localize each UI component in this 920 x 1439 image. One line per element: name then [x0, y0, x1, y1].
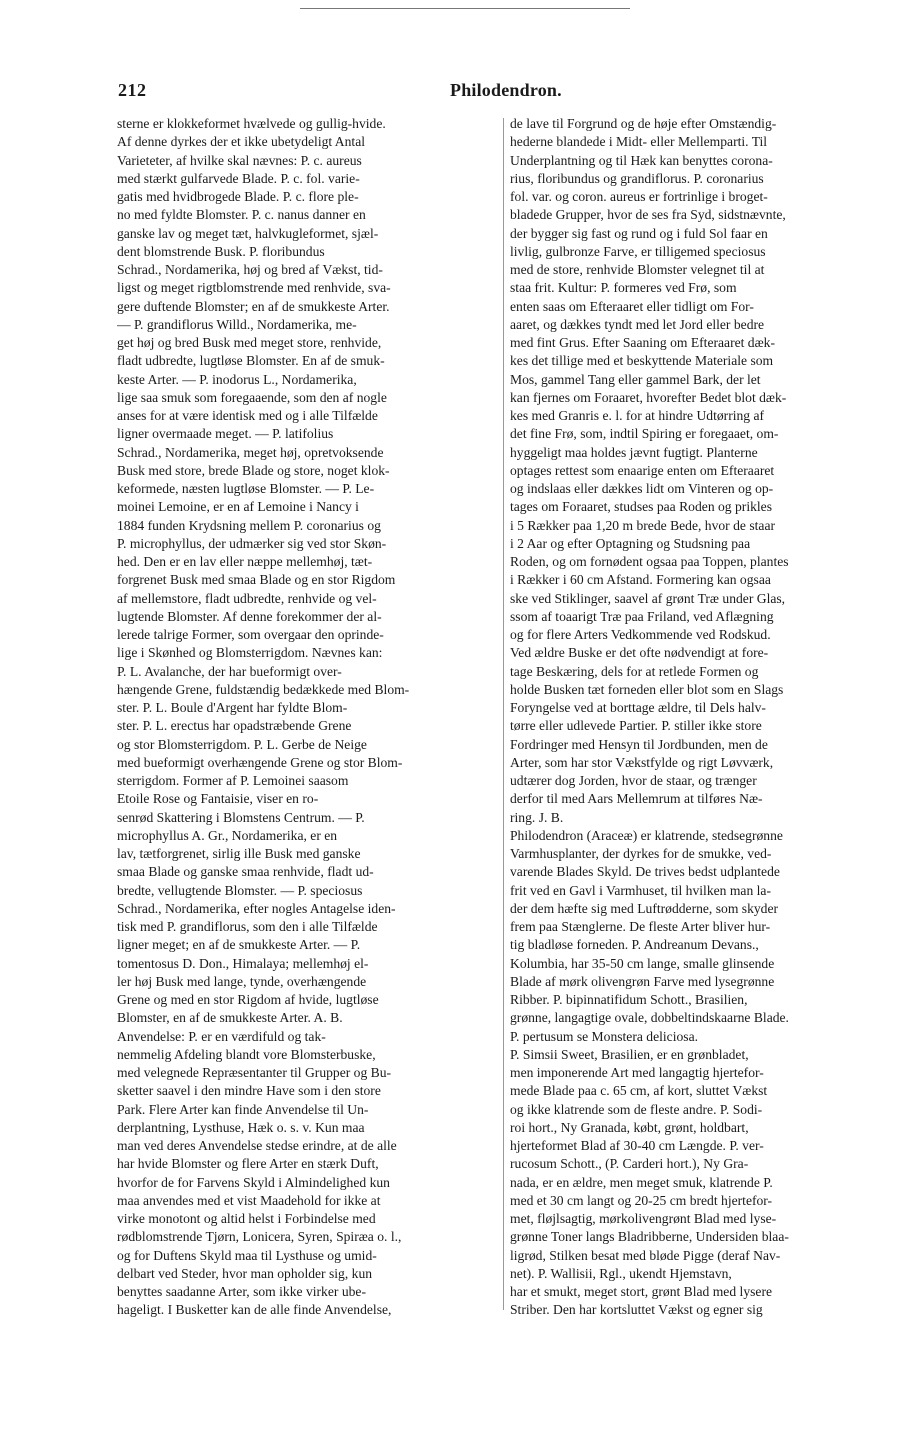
text-line: ligrød, Stilken besat med bløde Pigge (deraf Nav-	[510, 1247, 781, 1263]
text-line: ssom af toaarigt Træ paa Friland, ved Aflægning	[510, 608, 774, 624]
text-line: Etoile Rose og Fantaisie, viser en ro-	[117, 791, 319, 807]
text-line: tisk med P. grandiflorus, som den i alle Tilfælde	[117, 919, 378, 934]
column-divider	[503, 118, 504, 1310]
text-line: grønne, langagtige ovale, dobbeltindskaarne Blade.	[510, 1010, 789, 1026]
text-line: det fine Frø, som, indtil Spiring er foregaaet, om-	[510, 426, 779, 442]
text-line: keste Arter. — P. inodorus L., Nordamerika,	[117, 371, 357, 387]
running-title: Philodendron.	[450, 80, 562, 100]
text-line: ring. J. B.	[510, 809, 564, 825]
text-line: dent blomstrende Busk. P. floribundus	[117, 243, 325, 259]
text-line: net). P. Wallisii, Rgl., ukendt Hjemstavn,	[510, 1265, 732, 1281]
text-line: med fint Grus. Efter Saaning om Efteraaret dæk-	[510, 335, 775, 350]
text-line: Grene og med en stor Rigdom af hvide, lugtløse	[117, 992, 379, 1007]
text-line: holde Busken tæt forneden eller blot som en Slags	[510, 681, 784, 697]
text-line: Anvendelse: P. er en værdifuld og tak-	[117, 1028, 326, 1044]
text-line: frit ved en Gavl i Varmhuset, til hvilken man la-	[510, 882, 771, 898]
text-line: af mellemstore, fladt udbredte, renhvide og vel-	[117, 590, 377, 606]
text-line: optages rettest som enaarige enten om Efteraaret	[510, 462, 775, 478]
text-line: moinei Lemoine, er en af Lemoine i Nancy i	[117, 499, 359, 515]
text-line: hyggeligt maa holdes jævnt fugtigt. Planterne	[510, 444, 758, 460]
text-line: grønne Toner langs Bladribberne, Undersiden blaa-	[510, 1229, 789, 1245]
text-line: sterrigdom. Former af P. Lemoinei saasom	[117, 773, 349, 788]
text-line: P. pertusum se Monstera deliciosa.	[510, 1028, 699, 1044]
text-line: og for flere Arters Vedkommende ved Rodskud.	[510, 627, 771, 642]
text-line: hed. Den er en lav eller næppe mellemhøj, tæt-	[117, 554, 373, 569]
text-line: gatis med hvidbrogede Blade. P. c. flore ple-	[117, 189, 359, 204]
text-line: og ikke klatrende som de fleste andre. P. Sodi-	[510, 1101, 763, 1117]
text-line: lav, tætforgrenet, sirlig ille Busk med ganske	[117, 846, 361, 861]
text-line: no med fyldte Blomster. P. c. nanus danner en	[117, 207, 366, 223]
text-line: derplantning, Lysthuse, Hæk o. s. v. Kun maa	[117, 1119, 365, 1135]
text-line: lerede talrige Former, som overgaar den oprinde-	[117, 627, 384, 642]
text-line: hængende Grene, fuldstændig bedækkede med Blom-	[117, 681, 410, 697]
page-number: 212	[118, 80, 147, 100]
text-line: lige saa smuk som foregaaende, som den af nogle	[117, 389, 387, 405]
text-line: ganske lav og meget tæt, halvkugleformet, sjæl-	[117, 225, 379, 241]
text-line: P. L. Avalanche, der har bueformigt over-	[117, 663, 342, 679]
text-line: microphyllus A. Gr., Nordamerika, er en	[117, 827, 338, 843]
text-line: men imponerende Art med langagtig hjertefor-	[510, 1065, 764, 1080]
text-line: staa frit. Kultur: P. formeres ved Frø, som	[510, 280, 737, 296]
text-line: senrød Skattering i Blomstens Centrum. — P.	[117, 809, 365, 825]
text-line: med de store, renhvide Blomster velegnet til at	[510, 262, 765, 277]
text-line: ske ved Stiklinger, saavel af grønt Træ under Glas,	[510, 590, 786, 606]
text-line: tomentosus D. Don., Himalaya; mellemhøj el-	[117, 955, 369, 971]
text-line: ler høj Busk med lange, tynde, overhængende	[117, 973, 367, 989]
text-line: delbart ved Steder, hvor man opholder sig, kun	[117, 1265, 373, 1281]
text-line: har hvide Blomster og flere Arter en stærk Duft,	[117, 1156, 379, 1172]
text-line: tørre eller udlevede Partier. P. stiller ikke store	[510, 718, 762, 734]
text-line: sketter saavel i den mindre Have som i den store	[117, 1083, 381, 1099]
text-line: frem paa Stænglerne. De fleste Arter bliver hur-	[510, 919, 771, 934]
text-line: met, fløjlsagtig, mørkolivengrønt Blad med lyse-	[510, 1211, 777, 1226]
text-line: virke monotont og altid helst i Forbindelse med	[117, 1211, 376, 1226]
text-line: ster. P. L. Boule d'Argent har fyldte Blom-	[117, 700, 348, 715]
text-line: Mos, gammel Tang eller gammel Bark, der let	[510, 371, 761, 387]
text-line: har et smukt, meget stort, grønt Blad med lysere	[510, 1284, 772, 1299]
text-line: Schrad., Nordamerika, efter nogles Antagelse iden-	[117, 900, 396, 916]
text-line: bladede Grupper, hvor de ses fra Syd, sidstnævnte,	[510, 207, 786, 223]
text-line: Ved ældre Buske er det ofte nødvendigt at fore-	[510, 645, 769, 661]
text-line: enten saas om Efteraaret eller tidligt om For-	[510, 298, 754, 314]
text-line: tage Beskæring, dels for at retlede Formen og	[510, 663, 759, 679]
text-line: Af denne dyrkes der et ikke ubetydeligt Antal	[117, 134, 366, 150]
text-line: hjerteformet Blad af 30-40 cm Længde. P. ver-	[510, 1138, 764, 1153]
text-line: med bueformigt overhængende Grene og stor Blom-	[117, 754, 403, 770]
text-line: i 5 Rækker paa 1,20 m brede Bede, hvor de staar	[510, 517, 775, 533]
text-line: get høj og bred Busk med meget store, renhvide,	[117, 335, 382, 350]
text-line: P. microphyllus, der udmærker sig ved stor Skøn-	[117, 535, 387, 551]
text-line: fol. var. og coron. aureus er fortrinlige i broget-	[510, 189, 768, 204]
text-line: P. Simsii Sweet, Brasilien, er en grønbladet,	[510, 1046, 749, 1062]
text-line: de lave til Forgrund og de høje efter Omstændig-	[510, 116, 777, 131]
text-line: i 2 Aar og efter Optagning og Studsning paa	[510, 535, 751, 551]
top-rule	[300, 8, 630, 9]
text-line: keformede, næsten lugtløse Blomster. — P. Le-	[117, 481, 375, 496]
text-line: smaa Blade og ganske smaa renhvide, fladt ud-	[117, 864, 374, 880]
text-line: kes det tillige med et beskyttende Materiale som	[510, 353, 774, 369]
text-line: man ved deres Anvendelse stedse erindre, at de alle	[117, 1138, 397, 1153]
text-line: Underplantning og til Hæk kan benyttes corona-	[510, 152, 773, 168]
text-line: Roden, og om fornødent ogsaa paa Toppen, plantes	[510, 554, 789, 569]
text-line: rius, floribundus og grandiflorus. P. coronarius	[510, 170, 764, 186]
text-line: Ribber. P. bipinnatifidum Schott., Brasilien,	[510, 992, 748, 1007]
text-line: Philodendron (Araceæ) er klatrende, stedsegrønne	[510, 827, 783, 843]
text-line: livlig, gulbronze Farve, er tilligemed speciosus	[510, 243, 766, 259]
text-line: hederne blandede i Midt- eller Mellemparti. Til	[510, 134, 768, 150]
text-line: Varieteter, af hvilke skal nævnes: P. c. aureus	[117, 152, 362, 168]
right-text-column	[510, 115, 898, 1320]
text-line: udtærer dog Jorden, hvor de staar, og trænger	[510, 773, 757, 788]
text-line: hvorfor de for Farvens Skyld i Almindelighed kun	[117, 1174, 390, 1190]
text-line: fladt udbredte, lugtløse Blomster. En af de smuk-	[117, 353, 385, 369]
text-line: og indslaas eller dækkes lidt om Vinteren og op-	[510, 481, 774, 496]
text-line: Blade af mørk olivengrøn Farve med lysegrønne	[510, 973, 775, 989]
text-line: Foryngelse ved at borttage ældre, til Dels halv-	[510, 700, 766, 715]
text-line: mede Blade paa c. 65 cm, af kort, sluttet Vækst	[510, 1083, 768, 1099]
text-line: Blomster, en af de smukkeste Arter. A. B.	[117, 1010, 343, 1026]
text-line: maa anvendes med et vist Maadehold for ikke at	[117, 1192, 381, 1208]
text-line: Fordringer med Hensyn til Jordbunden, men de	[510, 736, 768, 752]
text-line: nada, er en ældre, men meget smuk, klatrende P.	[510, 1174, 773, 1190]
text-line: — P. grandiflorus Willd., Nordamerika, me-	[117, 316, 357, 332]
text-line: anses for at være identisk med og i alle Tilfælde	[117, 408, 378, 423]
text-line: lugtende Blomster. Af denne forekommer der al-	[117, 608, 382, 624]
text-line: tig bladløse forneden. P. Andreanum Devans.,	[510, 937, 759, 953]
text-line: Varmhusplanter, der dyrkes for de smukke, ved-	[510, 846, 772, 861]
text-line: med stærkt gulfarvede Blade. P. c. fol. varie-	[117, 170, 360, 186]
text-line: forgrenet Busk med smaa Blade og en stor Rigdom	[117, 572, 396, 588]
text-line: derfor til med Aars Mellemrum at tilføres Næ-	[510, 791, 763, 807]
text-line: Arter, som har stor Vækstfylde og rigt Løvværk,	[510, 754, 774, 770]
text-line: Kolumbia, har 35-50 cm lange, smalle glinsende	[510, 955, 775, 971]
text-line: Busk med store, brede Blade og store, noget klok-	[117, 462, 390, 478]
text-line: Striber. Den har kortsluttet Vækst og egner sig	[510, 1302, 763, 1318]
text-line: hageligt. I Busketter kan de alle finde Anvendelse,	[117, 1302, 392, 1318]
text-line: sterne er klokkeformet hvælvede og gullig-hvide.	[117, 116, 386, 131]
text-line: tages om Foraaret, studses paa Roden og prikles	[510, 499, 772, 515]
text-line: og for Duftens Skyld maa til Lysthuse og umid-	[117, 1247, 377, 1263]
text-line: lige i Skønhed og Blomsterrigdom. Nævnes kan:	[117, 645, 383, 661]
text-line: roi hort., Ny Granada, købt, grønt, holdbart,	[510, 1119, 749, 1135]
text-line: ligner overmaade meget. — P. latifolius	[117, 426, 334, 442]
text-line: Schrad., Nordamerika, høj og bred af Vækst, tid-	[117, 262, 383, 277]
text-line: 1884 funden Krydsning mellem P. coronarius og	[117, 517, 381, 533]
text-line: Schrad., Nordamerika, meget høj, opretvoksende	[117, 444, 384, 460]
text-line: med et 30 cm langt og 20-25 cm bredt hjertefor-	[510, 1192, 773, 1208]
text-line: ligst og meget rigtblomstrende med renhvide, sva-	[117, 280, 391, 296]
text-line: ster. P. L. erectus har opadstræbende Grene	[117, 718, 352, 734]
text-line: og stor Blomsterrigdom. P. L. Gerbe de Neige	[117, 736, 367, 752]
text-line: gere duftende Blomster; en af de smukkeste Arter.	[117, 298, 390, 314]
text-line: med velegnede Repræsentanter til Grupper og Bu-	[117, 1065, 392, 1080]
text-line: benyttes saadanne Arter, som ikke virker ube-	[117, 1284, 366, 1299]
text-line: Park. Flere Arter kan finde Anvendelse til Un-	[117, 1101, 369, 1117]
text-line: kes med Granris e. l. for at hindre Udtørring af	[510, 408, 765, 423]
text-line: i Rækker i 60 cm Afstand. Formering kan ogsaa	[510, 572, 771, 588]
text-line: rucosum Schott., (P. Carderi hort.), Ny Gra-	[510, 1156, 749, 1172]
text-line: nemmelig Afdeling blandt vore Blomsterbuske,	[117, 1046, 376, 1062]
text-line: der dem hæfte sig med Luftrødderne, som skyder	[510, 900, 779, 916]
text-line: der bygger sig fast og rund og i fuld Sol faar en	[510, 225, 768, 241]
text-line: bredte, vellugtende Blomster. — P. speciosus	[117, 882, 363, 898]
text-line: varende Blades Skyld. De trives bedst udplantede	[510, 864, 780, 880]
text-line: kan fjernes om Foraaret, hvorefter Bedet blot dæk-	[510, 389, 787, 405]
text-line: rødblomstrende Tjørn, Lonicera, Syren, Spiræa o. l.,	[117, 1229, 402, 1245]
text-line: ligner meget; en af de smukkeste Arter. — P.	[117, 937, 361, 953]
left-text-column	[117, 115, 505, 1320]
text-line: aaret, og dækkes tyndt med let Jord eller bedre	[510, 316, 765, 332]
